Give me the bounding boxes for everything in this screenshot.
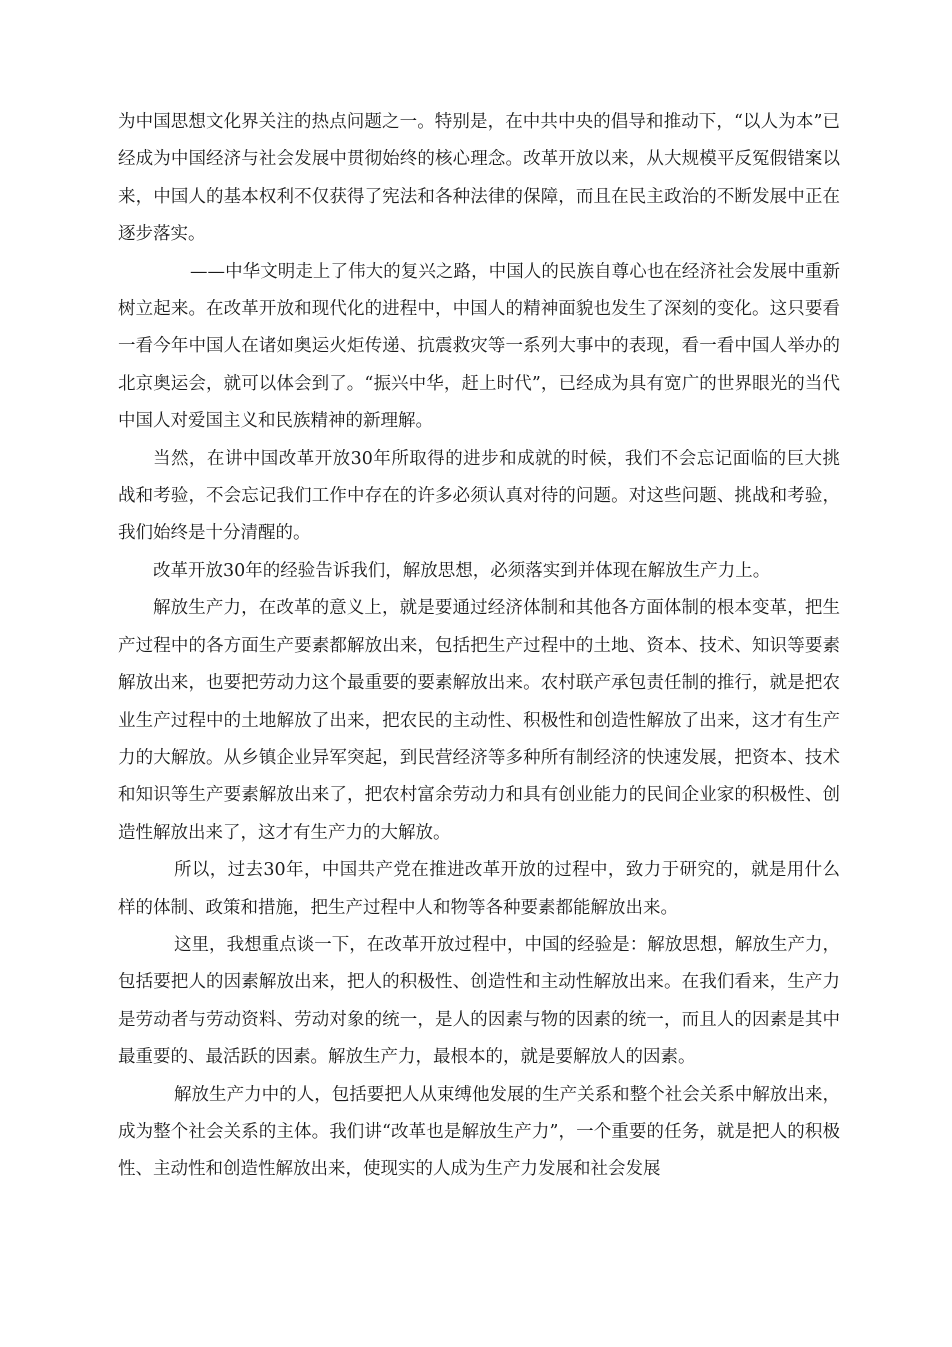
- paragraph-4: 改革开放30年的经验告诉我们，解放思想，必须落实到并体现在解放生产力上。: [153, 560, 771, 581]
- body-text: [118, 104, 840, 1189]
- paragraph-8: 解放生产力中的人，包括要把人从束缚他发展的生产关系和整个社会关系中解放出来，成为整个社会关系的主体。我们讲“改革也是解放生产力”，一个重要的任务，就是把人的积极性、主动性和创造性解放出来，使现实的人成为生产力发展和社会发展: [118, 1084, 840, 1180]
- paragraph-3: 当然，在讲中国改革开放30年所取得的进步和成就的时候，我们不会忘记面临的巨大挑战和考验，不会忘记我们工作中存在的许多必须认真对待的问题。对这些问题、挑战和考验，我们始终是十分清醒的。: [118, 448, 840, 544]
- paragraph-7: 这里，我想重点谈一下，在改革开放过程中，中国的经验是：解放思想，解放生产力，包括要把人的因素解放出来，把人的积极性、创造性和主动性解放出来。在我们看来，生产力是劳动者与劳动资料、劳动对象的统一，是人的因素与物的因素的统一，而且人的因素是其中最重要的、最活跃的因素。解放生产力，最根本的，就是要解放人的因素。: [118, 934, 840, 1068]
- paragraph-2: ——中华文明走上了伟大的复兴之路，中国人的民族自尊心也在经济社会发展中重新树立起来。在改革开放和现代化的进程中，中国人的精神面貌也发生了深刻的变化。这只要看一看今年中国人在诸如奥运火炬传递、抗震救灾等一系列大事中的表现，看一看中国人举办的北京奥运会，就可以体会到了。“振兴中华，赶上时代”，已经成为具有宽广的世界眼光的当代中国人对爱国主义和民族精神的新理解。: [118, 261, 840, 432]
- paragraph-5: 解放生产力，在改革的意义上，就是要通过经济体制和其他各方面体制的根本变革，把生产过程中的各方面生产要素都解放出来，包括把生产过程中的土地、资本、技术、知识等要素解放出来，也要把劳动力这个最重要的要素解放出来。农村联产承包责任制的推行，就是把农业生产过程中的土地解放了出来，把农民的主动性、积极性和创造性解放了出来，这才有生产力的大解放。从乡镇企业异军突起，到民营经济等多种所有制经济的快速发展，把资本、技术和知识等生产要素解放出来了，把农村富余劳动力和具有创业能力的民间企业家的积极性、创造性解放出来了，这才有生产力的大解放。: [118, 598, 840, 843]
- paragraph-6: 所以，过去30年，中国共产党在推进改革开放的过程中，致力于研究的，就是用什么样的体制、政策和措施，把生产过程中人和物等各种要素都能解放出来。: [118, 860, 840, 918]
- paragraph-1: 为中国思想文化界关注的热点问题之一。特别是，在中共中央的倡导和推动下，“以人为本”已经成为中国经济与社会发展中贯彻始终的核心理念。改革开放以来，从大规模平反冤假错案以来，中国人的基本权利不仅获得了宪法和各种法律的保障，而且在民主政治的不断发展中正在逐步落实。: [118, 112, 840, 245]
